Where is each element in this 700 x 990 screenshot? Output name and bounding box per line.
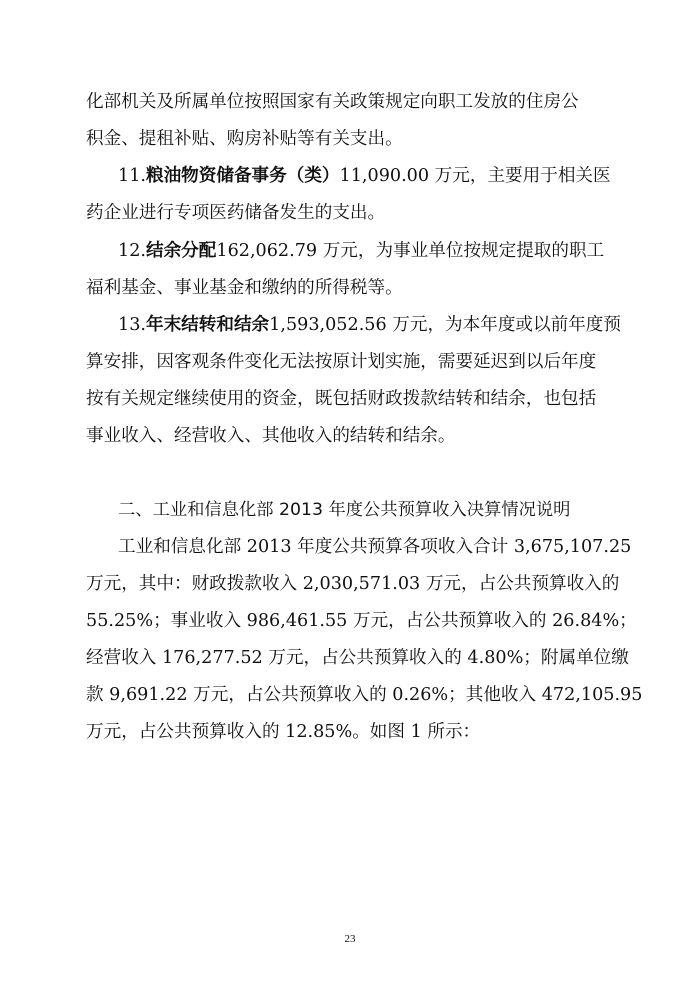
item-title: 年末结转和结余	[145, 314, 270, 335]
item-number: 12.	[118, 241, 146, 261]
paragraph-line: 化部机关及所属单位按照国家有关政策规定向职工发放的住房公	[86, 92, 579, 112]
paragraph-line: 按有关规定继续使用的资金，既包括财政拨款结转和结余，也包括	[86, 389, 597, 409]
item-title: 结余分配	[145, 240, 217, 261]
paragraph-line: 55.25%；事业收入 986,461.55 万元，占公共预算收入的 26.84%；	[86, 611, 637, 631]
item-text: 162,062.79 万元，为事业单位按规定提取的职工	[216, 241, 605, 261]
item-text: 1,593,052.56 万元，为本年度或以前年度预	[269, 315, 621, 335]
paragraph-line: 福利基金、事业基金和缴纳的所得税等。	[86, 278, 403, 298]
item-text: 11,090.00 万元，主要用于相关医	[339, 166, 611, 186]
item-13-line	[118, 313, 658, 337]
paragraph-line: 事业收入、经营收入、其他收入的结转和结余。	[86, 426, 456, 446]
item-number: 11.	[118, 166, 146, 186]
paragraph-line: 经营收入 176,277.52 万元，占公共预算收入的 4.80%；附属单位缴	[86, 648, 629, 668]
paragraph-line: 款 9,691.22 万元，占公共预算收入的 0.26%；其他收入 472,105.95	[86, 685, 643, 705]
paragraph-line: 万元，其中：财政拨款收入 2,030,571.03 万元，占公共预算收入的	[86, 574, 620, 594]
paragraph-line: 万元，占公共预算收入的 12.85%。如图 1 所示：	[86, 722, 481, 742]
page-number: 23	[344, 933, 356, 945]
item-title: 粮油物资储备事务（类）	[145, 165, 340, 186]
item-number: 13.	[118, 315, 146, 335]
item-11-line	[118, 164, 658, 188]
paragraph-line: 药企业进行专项医药储备发生的支出。	[86, 203, 386, 223]
section-heading: 二、工业和信息化部 2013 年度公共预算收入决算情况说明	[118, 500, 571, 520]
paragraph-line: 算安排，因客观条件变化无法按原计划实施，需要延迟到以后年度	[86, 352, 597, 372]
paragraph-line: 积金、提租补贴、购房补贴等有关支出。	[86, 129, 403, 149]
item-12-line	[118, 239, 658, 263]
paragraph-line: 工业和信息化部 2013 年度公共预算各项收入合计 3,675,107.25	[118, 537, 632, 557]
